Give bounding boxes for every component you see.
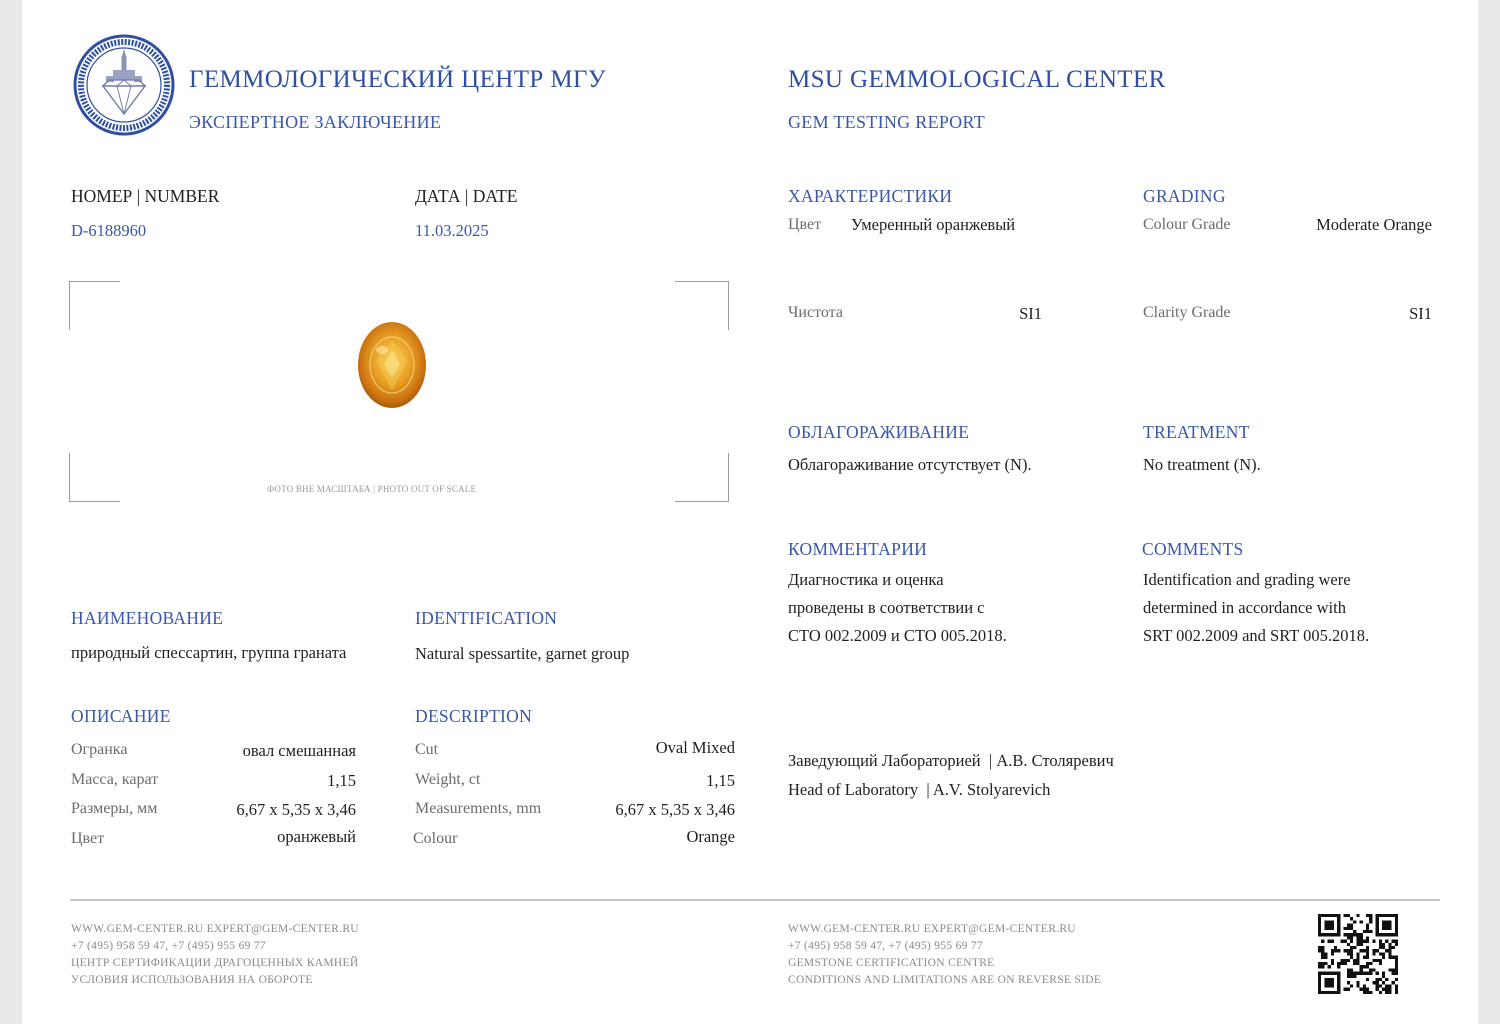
photo-frame-corner-tr — [675, 281, 729, 330]
subtitle-ru: ЭКСПЕРТНОЕ ЗАКЛЮЧЕНИЕ — [189, 112, 442, 132]
comments-line-ru: СТО 002.2009 и СТО 005.2018. — [788, 626, 1007, 645]
comments-line-en: SRT 002.2009 and SRT 005.2018. — [1143, 626, 1370, 645]
grading-heading-en: GRADING — [1143, 186, 1226, 206]
treatment-heading-en: TREATMENT — [1143, 422, 1250, 442]
identification-value-en: Natural spessartite, garnet group — [415, 644, 630, 663]
photo-frame-corner-bl — [69, 453, 120, 502]
colour-value-ru: Умеренный оранжевый — [851, 215, 1016, 234]
description-heading-en: DESCRIPTION — [415, 706, 533, 726]
comments-heading-ru: КОММЕНТАРИИ — [788, 539, 928, 559]
colour-label-en: Colour Grade — [1143, 216, 1231, 233]
comments-line-ru: проведены в соответствии с — [788, 598, 985, 617]
footer-right-line: WWW.GEM-CENTER.RU EXPERT@GEM-CENTER.RU — [788, 923, 1076, 935]
comments-line-en: determined in accordance with — [1143, 598, 1346, 617]
msu-seal-icon — [73, 34, 175, 136]
identification-value-ru: природный спессартин, группа граната — [71, 643, 347, 662]
desc-ru-value: 6,67 x 5,35 x 3,46 — [236, 800, 356, 819]
footer-divider — [70, 899, 1440, 901]
signature-en: Head of Laboratory | A.V. Stolyarevich — [788, 780, 1051, 799]
colour-label-ru: Цвет — [788, 216, 822, 233]
desc-en-value: 6,67 x 5,35 x 3,46 — [615, 800, 735, 819]
desc-en-value: Orange — [686, 827, 735, 846]
comments-line-ru: Диагностика и оценка — [788, 570, 944, 589]
treatment-heading-ru: ОБЛАГОРАЖИВАНИЕ — [788, 422, 970, 442]
desc-en-label: Cut — [415, 741, 439, 758]
title-en: MSU GEMMOLOGICAL CENTER — [788, 66, 1166, 93]
date-value: 11.03.2025 — [415, 221, 489, 240]
photo-frame-corner-tl — [69, 281, 120, 330]
date-label: ДАТА | DATE — [415, 186, 518, 206]
footer-right-line: +7 (495) 958 59 47, +7 (495) 955 69 77 — [788, 940, 983, 952]
footer-right-line: CONDITIONS AND LIMITATIONS ARE ON REVERSE SIDE — [788, 974, 1102, 986]
footer-left-line: ЦЕНТР СЕРТИФИКАЦИИ ДРАГОЦЕННЫХ КАМНЕЙ — [71, 957, 359, 969]
number-label: НОМЕР | NUMBER — [71, 186, 220, 206]
grading-heading-ru: ХАРАКТЕРИСТИКИ — [788, 186, 953, 206]
subtitle-en: GEM TESTING REPORT — [788, 112, 985, 132]
clarity-value-ru: SI1 — [1019, 304, 1042, 323]
signature-ru: Заведующий Лабораторией | А.В. Столяревич — [788, 751, 1114, 770]
desc-ru-value: оранжевый — [277, 827, 356, 846]
footer-left-line: +7 (495) 958 59 47, +7 (495) 955 69 77 — [71, 940, 266, 952]
desc-en-label: Colour — [413, 830, 458, 847]
comments-line-en: Identification and grading were — [1143, 570, 1351, 589]
description-heading-ru: ОПИСАНИЕ — [71, 706, 171, 726]
photo-frame-corner-br — [675, 453, 729, 502]
certificate-sheet — [22, 0, 1478, 1024]
title-ru: ГЕММОЛОГИЧЕСКИЙ ЦЕНТР МГУ — [189, 66, 606, 93]
desc-ru-value: овал смешанная — [242, 741, 356, 760]
treatment-value-ru: Облагораживание отсутствует (N). — [788, 455, 1032, 474]
footer-right — [788, 921, 1101, 989]
qr-code-icon — [1318, 914, 1398, 994]
identification-heading-ru: НАИМЕНОВАНИЕ — [71, 608, 224, 628]
photo-caption: ФОТО ВНЕ МАСШТАБА | PHOTO OUT OF SCALE — [267, 484, 477, 494]
footer-left-line: УСЛОВИЯ ИСПОЛЬЗОВАНИЯ НА ОБОРОТЕ — [71, 974, 313, 986]
desc-ru-label: Масса, карат — [71, 771, 159, 788]
comments-heading-en: COMMENTS — [1142, 539, 1244, 559]
footer-left-line: WWW.GEM-CENTER.RU EXPERT@GEM-CENTER.RU — [71, 923, 359, 935]
desc-en-label: Measurements, mm — [415, 800, 542, 817]
treatment-value-en: No treatment (N). — [1143, 455, 1261, 474]
clarity-value-en: SI1 — [1409, 304, 1432, 323]
desc-ru-label: Огранка — [71, 741, 128, 758]
footer-right-line: GEMSTONE CERTIFICATION CENTRE — [788, 957, 995, 969]
clarity-label-ru: Чистота — [788, 304, 843, 321]
identification-heading-en: IDENTIFICATION — [415, 608, 558, 628]
number-value: D-6188960 — [71, 221, 147, 240]
desc-ru-label: Цвет — [71, 830, 105, 847]
colour-value-en: Moderate Orange — [1316, 215, 1432, 234]
footer-left — [71, 921, 359, 989]
clarity-label-en: Clarity Grade — [1143, 304, 1231, 321]
desc-ru-value: 1,15 — [327, 771, 356, 790]
gemstone-photo — [356, 320, 428, 410]
desc-en-label: Weight, ct — [415, 771, 481, 788]
desc-en-value: Oval Mixed — [655, 738, 735, 757]
desc-ru-label: Размеры, мм — [71, 800, 158, 817]
desc-en-value: 1,15 — [706, 771, 735, 790]
